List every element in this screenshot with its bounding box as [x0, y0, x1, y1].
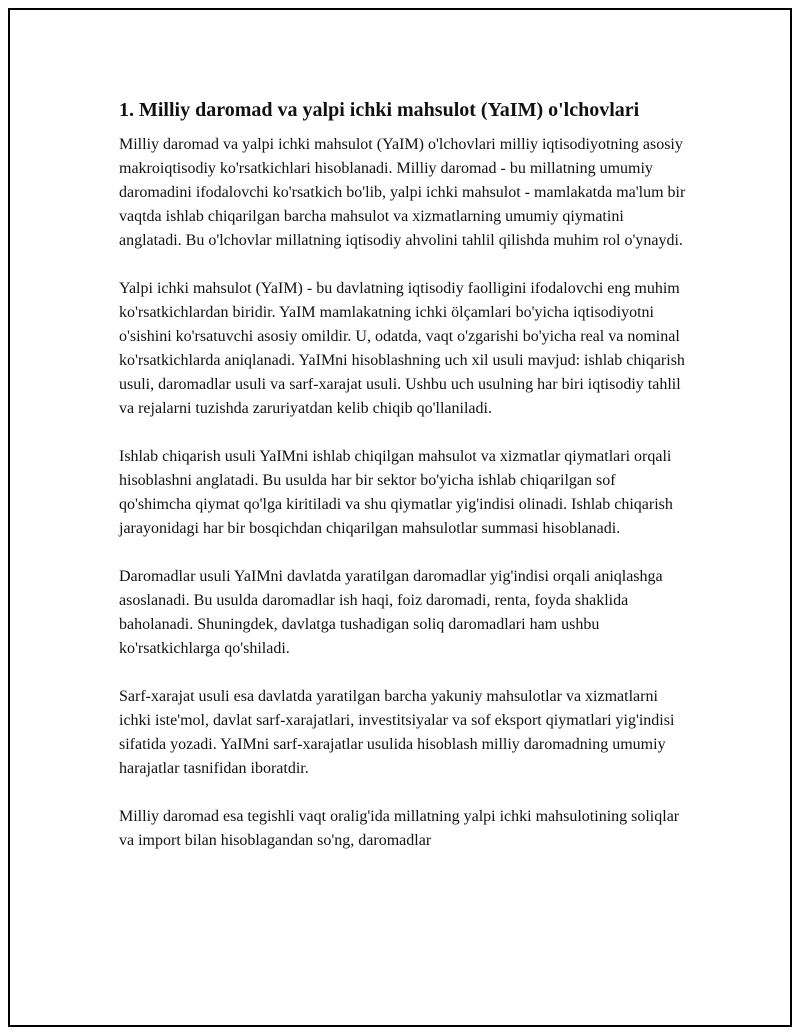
document-body — [119, 97, 689, 877]
paragraph-3: Ishlab chiqarish usuli YaIMni ishlab chiqilgan mahsulot va xizmatlar qiymatlari orqali hisoblashni anglatadi. Bu usulda har bir sektor bo'yicha ishlab chiqarilgan sof qo'shimcha qiymat qo'lga kiritiladi va shu qiymatlar yig'indisi olinadi. Ishlab chiqarish jarayonidagi har bir bosqichdan chiqarilgan mahsulotlar summasi hisoblanadi. — [119, 448, 673, 537]
paragraph-4: Daromadlar usuli YaIMni davlatda yaratilgan daromadlar yig'indisi orqali aniqlashga asoslanadi. Bu usulda daromadlar ish haqi, foiz daromadi, renta, foyda shaklida baholanadi. Shuningdek, davlatga tushadigan soliq daromadlari ham ushbu ko'rsatkichlarga qo'shiladi. — [119, 568, 663, 657]
paragraph-2: Yalpi ichki mahsulot (YaIM) - bu davlatning iqtisodiy faolligini ifodalovchi eng muhim ko'rsatkichlardan biridir. YaIM mamlakatning ichki ölçamlari bo'yicha iqtisodiyotni o'sishini ko'rsatuvchi asosiy omildir. U, odatda, vaqt o'zgarishi bo'yicha real va nominal ko'rsatkichlarda aniqlanadi. YaIMni hisoblashning uch xil usuli mavjud: ishlab chiqarish usuli, daromadlar usuli va sarf-xarajat usuli. Ushbu uch usulning har biri iqtisodiy tahlil va rejalarni tuzishda zaruriyatdan kelib chiqib qo'llaniladi. — [119, 280, 685, 417]
paragraph-5: Sarf-xarajat usuli esa davlatda yaratilgan barcha yakuniy mahsulotlar va xizmatlarni ichki iste'mol, davlat sarf-xarajatlari, investitsiyalar va sof eksport qiymatlari yig'indisi sifatida yozadi. YaIMni sarf-xarajatlar usulida hisoblash milliy daromadning umumiy harajatlar tasnifidan iboratdir. — [119, 688, 675, 777]
section-heading: 1. Milliy daromad va yalpi ichki mahsulot (YaIM) o'lchovlari — [119, 99, 640, 121]
page-frame — [8, 8, 792, 1027]
paragraph-6: Milliy daromad esa tegishli vaqt oralig'ida millatning yalpi ichki mahsulotining soliqlar va import bilan hisoblagandan so'ng, daromadlar — [119, 808, 680, 849]
paragraph-1: Milliy daromad va yalpi ichki mahsulot (YaIM) o'lchovlari milliy iqtisodiyotning asosiy makroiqtisodiy ko'rsatkichlari hisoblanadi. Milliy daromad - bu millatning umumiy daromadini ifodalovchi ko'rsatkich bo'lib, yalpi ichki mahsulot - mamlakatda ma'lum bir vaqtda ishlab chiqarilgan barcha mahsulot va xizmatlarning umumiy qiymatini anglatadi. Bu o'lchovlar millatning iqtisodiy ahvolini tahlil qilishda muhim rol o'ynaydi. — [119, 136, 686, 249]
